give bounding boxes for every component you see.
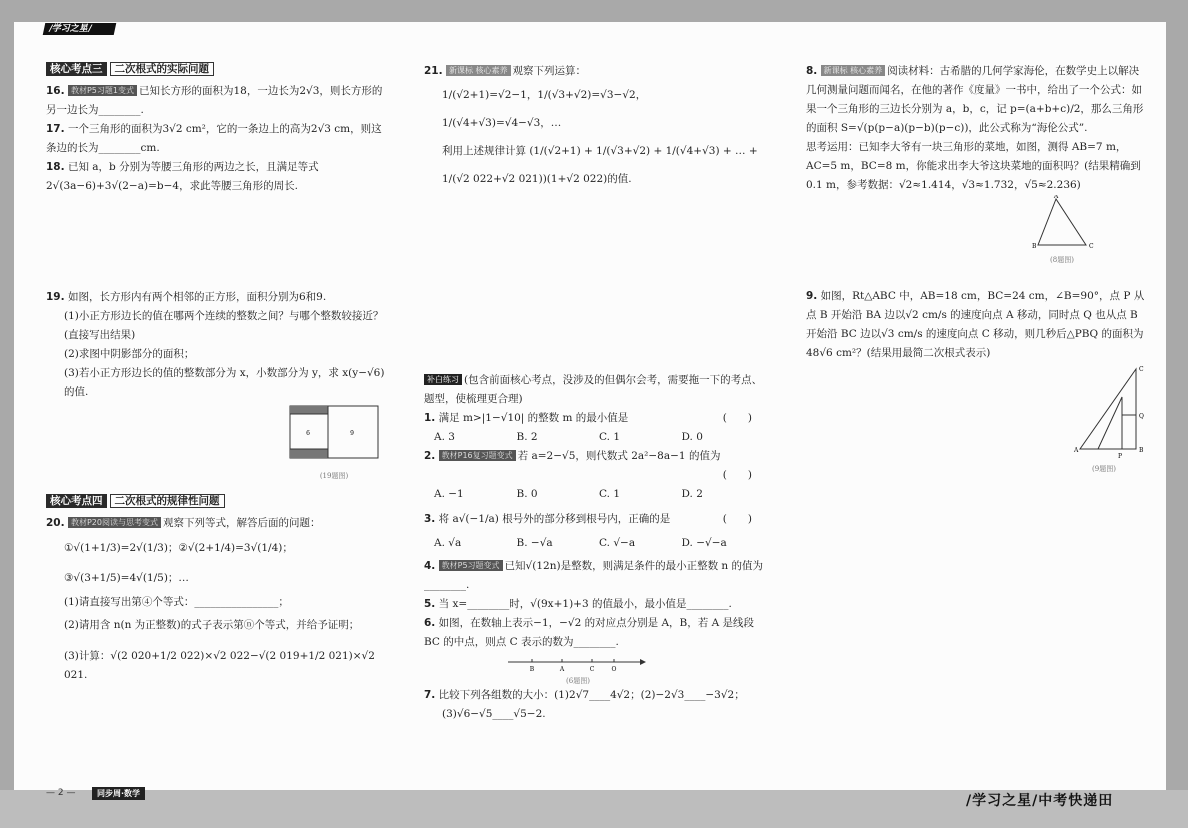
option-d: D. −√−a — [681, 537, 727, 549]
supp-question-1: 1. 满足 m>|1−√10| 的整数 m 的最小值是 ( ) — [424, 412, 752, 424]
supp-question-4: 4. 教材P5习题变式 已知√(12n)是整数，则满足条件的最小正整数 n 的值为________. — [424, 560, 764, 591]
section-tag: 核心考点三 — [46, 62, 107, 76]
supp-question-1-options — [424, 428, 764, 447]
figure-9-right-triangle — [806, 363, 1146, 479]
answer-parentheses: ( ) — [722, 469, 752, 481]
footer-subject-tag: 同步周·数学 — [92, 787, 145, 800]
option-b: B. 2 — [516, 431, 538, 443]
source-badge: 新课标 核心素养 — [821, 65, 886, 76]
header-tag: /学习之星/ — [43, 23, 117, 35]
figure-caption: (19题图) — [319, 472, 349, 480]
figure-19 — [46, 402, 386, 488]
source-badge: 教材P16复习题变式 — [439, 450, 516, 461]
option-c: C. √−a — [599, 537, 636, 549]
source-badge: 教材P5习题变式 — [439, 560, 503, 571]
small-square-label: 6 — [306, 430, 310, 437]
option-a: A. 3 — [434, 431, 455, 443]
question-21-line-2: 利用上述规律计算 (1/(√2+1) + 1/(√3+√2) + 1/(√4+√3) + … + — [442, 145, 758, 157]
option-b: B. 0 — [516, 488, 538, 500]
supp-question-3: 3. 将 a√(−1/a) 根号外的部分移到根号内，正确的是 ( ) — [424, 513, 752, 525]
question-8: 8. 新课标 核心素养 阅读材料：古希腊的几何学家海伦，在数学史上以解决几何测量问题而闻名，在他的著作《度量》一书中，给出了一个公式：如果一个三角形的三边长分别为 a，b，c，记 p=(a+b+c)/2，那么三角形的面积 S=√(p(p−a)(p−b)(p−c))，此公式称为“海伦公式”. — [806, 65, 1144, 134]
question-19-part-3: (3)若小正方形边长的值的整数部分为 x，小数部分为 y，求 x(y−√6)的值. — [64, 367, 385, 398]
source-badge: 教材P5习题1变式 — [68, 85, 137, 96]
question-20-part-3: (3)计算：√(2 020+1/2 022)×√2 022−√(2 019+1/2 021)×√2 021. — [64, 650, 375, 681]
big-square-label: 9 — [350, 430, 354, 437]
figure-caption: (9题图) — [1092, 465, 1116, 473]
question-19: 19. 如图，长方形内有两个相邻的正方形，面积分别为6和9. — [46, 291, 327, 303]
section-tag: 核心考点四 — [46, 494, 107, 508]
supp-question-6: 6. 如图，在数轴上表示−1，−√2 的对应点分别是 A，B，若 A 是线段 BC 的中点，则点 C 表示的数为________. — [424, 617, 755, 648]
point-q-label: Q — [1139, 413, 1144, 420]
section-heading-4 — [46, 494, 386, 508]
question-19-part-1: (1)小正方形边长的值在哪两个连续的整数之间？与哪个整数较接近？(直接写出结果) — [64, 310, 384, 341]
vertex-c-label: C — [1089, 243, 1094, 250]
option-c: C. 1 — [599, 488, 621, 500]
option-d: D. 0 — [681, 431, 703, 443]
question-20-part-1: (1)请直接写出第④个等式：________________； — [64, 596, 289, 608]
column-3 — [806, 62, 1146, 479]
option-b: B. −√a — [516, 537, 553, 549]
question-19-part-2: (2)求图中阴影部分的面积； — [64, 348, 195, 360]
supp-question-5: 5. 当 x=________时，√(9x+1)+3 的值最小，最小值是________. — [424, 598, 732, 610]
section-title: 二次根式的实际问题 — [110, 62, 215, 76]
question-8-application: 思考运用：已知李大爷有一块三角形的菜地，如图，测得 AB=7 m，AC=5 m，BC=8 m，你能求出李大爷这块菜地的面积吗？(结果精确到0.1 m，参考数据：√2≈1.414，√3≈1.732，√5≈2.236) — [806, 141, 1141, 191]
source-badge: 新课标 核心素养 — [446, 65, 511, 76]
question-16: 16. 教材P5习题1变式 已知长方形的面积为18，一边长为2√3，则长方形的另一边长为________. — [46, 85, 383, 116]
vertex-a-label: A — [1074, 447, 1079, 454]
point-c-label: C — [589, 666, 595, 673]
figure-8-triangle — [806, 195, 1146, 267]
option-c: C. 1 — [599, 431, 621, 443]
supp-question-3-options — [424, 534, 764, 553]
supplementary-intro: 补白练习 (包含前面核心考点，没涉及的但偶尔会考，需要拖一下的考点、题型，使梳理更合理) — [424, 374, 763, 405]
page-number: — 2 — — [46, 788, 76, 798]
option-a: A. √a — [434, 537, 462, 549]
vertex-b-label: B — [1139, 447, 1144, 454]
supp-question-2-options — [424, 485, 764, 504]
footer-brand: /学习之星/中考快递田 — [966, 793, 1114, 809]
source-badge: 教材P20阅读与思考变式 — [68, 517, 161, 528]
figure-caption: (6题图) — [566, 677, 590, 685]
supp-question-7-line-2: (3)√6−√5____√5−2. — [442, 708, 546, 720]
supp-question-2: 2. 教材P16复习题变式 若 a=2−√5，则代数式 2a²−8a−1 的值为 — [424, 450, 721, 462]
column-2 — [424, 62, 764, 724]
point-a-label: A — [559, 666, 565, 673]
question-20-equations: ①√(1+1/3)=2√(1/3)；②√(2+1/4)=3√(1/4)；③√(3+1/5)=4√(1/5)；… — [64, 542, 293, 584]
question-9: 9. 如图，Rt△ABC 中，AB=18 cm，BC=24 cm，∠B=90°，点 P 从点 B 开始沿 BA 边以√2 cm/s 的速度向点 A 移动，同时点 Q 也从点 B 开始沿 BC 边以√3 cm/s 的速度向点 C 移动，则几秒后△PBQ 的面积为 48√6 cm²？(结果用最简二次根式表示) — [806, 290, 1145, 359]
question-17: 17. 一个三角形的面积为3√2 cm²，它的一条边上的高为2√3 cm，则这条边的长为________cm. — [46, 123, 382, 154]
supp-question-7: 7. 比较下列各组数的大小：(1)2√7____4√2；(2)−2√3____−3√2； — [424, 689, 745, 701]
question-21: 21. 新课标 核心素养 观察下列运算： — [424, 65, 586, 77]
origin-label: O — [611, 666, 617, 673]
column-1 — [46, 62, 386, 685]
vertex-a-label: A — [1053, 195, 1059, 200]
figure-6-number-line — [424, 652, 764, 686]
figure-caption: (8题图) — [1050, 256, 1074, 264]
question-18: 18. 已知 a，b 分别为等腰三角形的两边之长，且满足等式 2√(3a−6)+3√(2−a)=b−4，求此等腰三角形的周长. — [46, 161, 319, 192]
question-21-equations: 1/(√2+1)=√2−1，1/(√3+√2)=√3−√2，1/(√4+√3)=√4−√3，… — [442, 89, 647, 129]
question-21-line-3: 1/(√2 022+√2 021))(1+√2 022)的值. — [442, 173, 632, 185]
option-a: A. −1 — [434, 488, 464, 500]
point-b-label: B — [529, 666, 535, 673]
vertex-c-label: C — [1139, 366, 1144, 373]
point-p-label: P — [1118, 453, 1123, 460]
supplementary-tag: 补白练习 — [424, 374, 462, 385]
question-20-part-2: (2)请用含 n(n 为正整数)的式子表示第ⓝ个等式，并给予证明； — [64, 619, 360, 631]
vertex-b-label: B — [1032, 243, 1037, 250]
question-20: 20. 教材P20阅读与思考变式 观察下列等式，解答后面的问题： — [46, 517, 321, 529]
section-title: 二次根式的规律性问题 — [110, 494, 225, 508]
section-heading-3 — [46, 62, 386, 76]
option-d: D. 2 — [681, 488, 703, 500]
